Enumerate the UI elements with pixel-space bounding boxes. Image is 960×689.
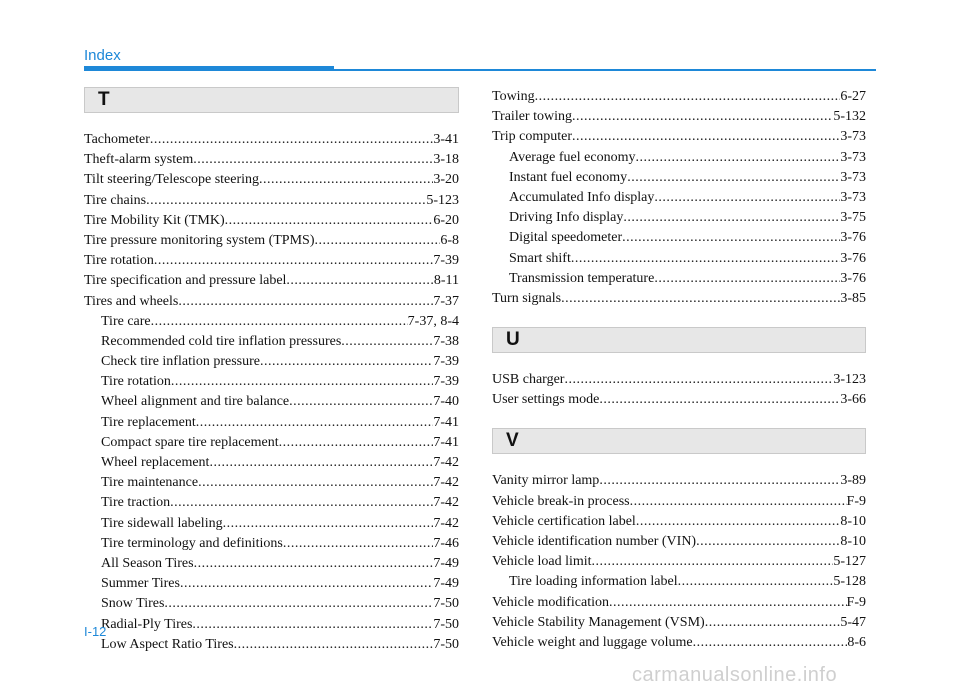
index-subentry bbox=[492, 228, 866, 248]
entry-term: Towing bbox=[492, 89, 535, 104]
entry-term: Tire sidewall labeling bbox=[101, 515, 223, 531]
dot-leader bbox=[260, 352, 433, 372]
entry-term: Wheel alignment and tire balance bbox=[101, 394, 290, 410]
entry-term: Average fuel economy bbox=[509, 149, 636, 165]
dot-leader bbox=[341, 332, 433, 352]
entry-term: Recommended cold tire inflation pressures bbox=[101, 333, 342, 349]
index-subentry bbox=[84, 352, 459, 372]
dot-leader bbox=[561, 289, 840, 309]
index-subentry bbox=[492, 572, 866, 592]
index-subentry bbox=[84, 554, 459, 574]
dot-leader bbox=[696, 532, 840, 552]
index-entry bbox=[84, 231, 459, 251]
watermark-text: carmanualsonline.info bbox=[632, 664, 838, 686]
section-letter-v: V bbox=[506, 430, 519, 452]
dot-leader bbox=[693, 633, 848, 653]
entry-term: Accumulated Info display bbox=[509, 189, 655, 205]
index-entry bbox=[492, 87, 866, 107]
dot-leader bbox=[314, 231, 440, 251]
section-gap bbox=[492, 309, 866, 327]
index-column-right bbox=[492, 87, 866, 653]
header-rule-thin bbox=[334, 69, 876, 71]
index-subentry bbox=[84, 635, 459, 655]
dot-leader bbox=[599, 471, 840, 491]
entry-term: Wheel replacement bbox=[101, 455, 210, 470]
entry-page-ref: 7-41 bbox=[433, 414, 459, 430]
entry-page-ref: 5-128 bbox=[833, 574, 866, 590]
index-subentry bbox=[84, 594, 459, 614]
entry-page-ref: 3-85 bbox=[840, 290, 866, 306]
index-entry bbox=[492, 471, 866, 491]
entry-page-ref: 6-8 bbox=[440, 232, 459, 248]
index-subentry bbox=[84, 473, 459, 493]
entry-term: Theft-alarm system bbox=[84, 152, 194, 168]
dot-leader bbox=[635, 148, 840, 168]
entry-page-ref: 5-127 bbox=[833, 554, 866, 570]
entry-page-ref: 3-73 bbox=[840, 129, 866, 145]
entry-term: USB charger bbox=[492, 372, 565, 388]
index-entry bbox=[492, 107, 866, 127]
entry-page-ref: 7-49 bbox=[433, 555, 459, 571]
entry-term: Tire specification and pressure label bbox=[84, 273, 287, 289]
entry-page-ref: 3-20 bbox=[433, 172, 459, 188]
entry-page-ref: 7-50 bbox=[433, 636, 459, 652]
section-header-u bbox=[492, 327, 866, 353]
entry-page-ref: 3-76 bbox=[840, 250, 866, 266]
index-subentry bbox=[84, 534, 459, 554]
entry-page-ref: 3-73 bbox=[840, 149, 866, 165]
dot-leader bbox=[225, 211, 434, 231]
entry-term: All Season Tires bbox=[101, 555, 194, 571]
entry-page-ref: F-9 bbox=[846, 493, 866, 509]
entry-term: User settings mode bbox=[492, 392, 600, 408]
index-subentry bbox=[492, 269, 866, 289]
entry-term: Tire Mobility Kit (TMK) bbox=[84, 212, 225, 228]
entry-page-ref: 7-41 bbox=[433, 434, 459, 450]
entry-page-ref: 7-46 bbox=[433, 535, 459, 551]
index-header-title: Index bbox=[84, 47, 121, 64]
entry-page-ref: 7-39 bbox=[433, 253, 459, 269]
entry-page-ref: 8-10 bbox=[840, 534, 866, 549]
index-subentry bbox=[84, 453, 459, 473]
dot-leader bbox=[286, 271, 433, 291]
entry-term: Tire rotation bbox=[101, 374, 171, 390]
dot-leader bbox=[150, 130, 433, 150]
entry-term: Tire loading information label bbox=[509, 574, 678, 590]
dot-leader bbox=[627, 168, 840, 188]
entry-term: Smart shift bbox=[509, 250, 571, 266]
entry-page-ref: 8-11 bbox=[433, 273, 459, 289]
entry-page-ref: 8-10 bbox=[840, 513, 866, 529]
entry-term: Trip computer bbox=[492, 129, 572, 145]
entry-term: Tire care bbox=[101, 313, 151, 329]
entry-page-ref: F-9 bbox=[846, 594, 866, 610]
dot-leader bbox=[193, 150, 433, 170]
page-number: I-12 bbox=[84, 624, 107, 639]
index-entry bbox=[492, 633, 866, 653]
dot-leader bbox=[678, 572, 834, 592]
entry-page-ref: 3-76 bbox=[840, 270, 866, 286]
dot-leader bbox=[196, 413, 434, 433]
entry-term: Vehicle break-in process bbox=[492, 493, 630, 509]
index-entry bbox=[84, 271, 459, 291]
entry-page-ref: 3-89 bbox=[840, 473, 866, 489]
index-entry bbox=[492, 532, 866, 552]
index-entry bbox=[84, 251, 459, 271]
section-header-v bbox=[492, 428, 866, 454]
index-subentry bbox=[84, 574, 459, 594]
entry-page-ref: 7-42 bbox=[433, 515, 459, 531]
index-entry bbox=[84, 150, 459, 170]
entry-list-t-left bbox=[84, 130, 459, 655]
dot-leader bbox=[171, 372, 433, 392]
entry-page-ref: 3-73 bbox=[840, 189, 866, 205]
header-rule-thick bbox=[84, 66, 334, 71]
entry-page-ref: 8-6 bbox=[847, 634, 866, 650]
entry-term: Compact spare tire replacement bbox=[101, 434, 279, 450]
entry-term: Vehicle Stability Management (VSM) bbox=[492, 614, 705, 630]
section-letter-u: U bbox=[506, 329, 520, 351]
section-header-t bbox=[84, 87, 459, 113]
entry-term: Check tire inflation pressure bbox=[101, 354, 261, 370]
entry-page-ref: 5-132 bbox=[833, 109, 866, 125]
dot-leader bbox=[289, 392, 433, 412]
entry-term: Tire terminology and definitions bbox=[101, 535, 283, 551]
entry-term: Low Aspect Ratio Tires bbox=[101, 636, 234, 652]
dot-leader bbox=[609, 593, 847, 613]
entry-page-ref: 6-20 bbox=[433, 212, 459, 228]
index-entry bbox=[84, 130, 459, 150]
section-gap bbox=[492, 410, 866, 428]
dot-leader bbox=[654, 269, 840, 289]
entry-term: Digital speedometer bbox=[509, 230, 623, 246]
index-subentry bbox=[84, 615, 459, 635]
entry-page-ref: 7-42 bbox=[433, 495, 459, 511]
entry-term: Vehicle load limit bbox=[492, 554, 592, 570]
dot-leader bbox=[164, 594, 433, 614]
section-letter-t: T bbox=[98, 89, 110, 110]
dot-leader bbox=[146, 191, 426, 211]
entry-page-ref: 3-75 bbox=[840, 210, 866, 226]
index-entry bbox=[492, 552, 866, 572]
entry-term: Tire pressure monitoring system (TPMS) bbox=[84, 232, 315, 248]
entry-term: Turn signals bbox=[492, 290, 562, 306]
dot-leader bbox=[623, 208, 840, 228]
entry-page-ref: 7-39 bbox=[433, 374, 459, 390]
entry-term: Tire chains bbox=[84, 192, 147, 208]
entry-term: Trailer towing bbox=[492, 109, 572, 125]
dot-leader bbox=[151, 312, 408, 332]
index-entry bbox=[492, 593, 866, 613]
index-column-left bbox=[84, 87, 459, 655]
index-subentry bbox=[84, 433, 459, 453]
entry-term: Tire replacement bbox=[101, 414, 196, 430]
entry-page-ref: 6-27 bbox=[840, 89, 866, 104]
dot-leader bbox=[572, 127, 840, 147]
entry-page-ref: 7-49 bbox=[433, 576, 459, 592]
dot-leader bbox=[259, 170, 433, 190]
entry-page-ref: 3-18 bbox=[433, 152, 459, 168]
entry-term: Vehicle modification bbox=[492, 594, 610, 610]
dot-leader bbox=[180, 574, 433, 594]
entry-page-ref: 3-76 bbox=[840, 230, 866, 246]
dot-leader bbox=[170, 493, 433, 513]
dot-leader bbox=[572, 107, 833, 127]
entry-term: Tire traction bbox=[101, 495, 171, 511]
index-entry bbox=[492, 512, 866, 532]
entry-page-ref: 7-40 bbox=[433, 394, 459, 410]
entry-term: Transmission temperature bbox=[509, 270, 655, 286]
entry-term: Tire maintenance bbox=[101, 475, 199, 491]
index-subentry bbox=[84, 413, 459, 433]
entry-page-ref: 7-50 bbox=[433, 596, 459, 612]
dot-leader bbox=[630, 492, 847, 512]
entry-term: Vanity mirror lamp bbox=[492, 473, 600, 489]
entry-term: Vehicle identification number (VIN) bbox=[492, 534, 697, 549]
entry-term: Radial-Ply Tires bbox=[101, 616, 193, 632]
index-subentry bbox=[84, 493, 459, 513]
entry-page-ref: 5-123 bbox=[426, 192, 459, 208]
dot-leader bbox=[178, 292, 433, 312]
index-entry bbox=[492, 370, 866, 390]
index-subentry bbox=[84, 372, 459, 392]
index-entry bbox=[492, 492, 866, 512]
index-entry bbox=[84, 191, 459, 211]
entry-page-ref: 7-50 bbox=[433, 616, 459, 632]
index-entry bbox=[84, 170, 459, 190]
entry-term: Tires and wheels bbox=[84, 293, 179, 309]
entry-page-ref: 7-37 bbox=[433, 293, 459, 309]
entry-term: Tilt steering/Telescope steering bbox=[84, 172, 260, 188]
entry-page-ref: 3-123 bbox=[833, 372, 866, 388]
dot-leader bbox=[535, 87, 841, 107]
dot-leader bbox=[209, 453, 433, 473]
entry-term: Tire rotation bbox=[84, 253, 154, 269]
dot-leader bbox=[283, 534, 433, 554]
dot-leader bbox=[636, 512, 841, 532]
dot-leader bbox=[622, 228, 840, 248]
entry-page-ref: 7-42 bbox=[433, 455, 459, 470]
dot-leader bbox=[654, 188, 840, 208]
entry-term: Driving Info display bbox=[509, 210, 624, 226]
dot-leader bbox=[198, 473, 433, 493]
index-entry bbox=[84, 211, 459, 231]
entry-page-ref: 5-47 bbox=[840, 614, 866, 630]
dot-leader bbox=[194, 554, 434, 574]
index-entry bbox=[492, 613, 866, 633]
entry-term: Snow Tires bbox=[101, 596, 165, 612]
dot-leader bbox=[592, 552, 834, 572]
entry-page-ref: 3-41 bbox=[433, 132, 459, 147]
index-entry bbox=[492, 390, 866, 410]
index-subentry bbox=[84, 392, 459, 412]
entry-page-ref: 7-42 bbox=[433, 475, 459, 491]
entry-term: Instant fuel economy bbox=[509, 169, 628, 185]
dot-leader bbox=[705, 613, 841, 633]
entry-page-ref: 3-73 bbox=[840, 169, 866, 185]
index-subentry bbox=[84, 332, 459, 352]
entry-list-v bbox=[492, 471, 866, 653]
index-subentry bbox=[492, 249, 866, 269]
entry-page-ref: 7-39 bbox=[433, 354, 459, 370]
dot-leader bbox=[234, 635, 434, 655]
index-subentry bbox=[492, 148, 866, 168]
dot-leader bbox=[571, 249, 840, 269]
entry-term: Vehicle certification label bbox=[492, 513, 636, 529]
dot-leader bbox=[154, 251, 433, 271]
index-subentry bbox=[492, 168, 866, 188]
entry-term: Tachometer bbox=[84, 132, 150, 147]
index-entry bbox=[84, 292, 459, 312]
index-subentry bbox=[492, 208, 866, 228]
entry-term: Summer Tires bbox=[101, 576, 180, 592]
dot-leader bbox=[223, 514, 434, 534]
entry-list-u bbox=[492, 370, 866, 410]
index-subentry bbox=[84, 312, 459, 332]
index-entry bbox=[492, 289, 866, 309]
entry-list-t-right bbox=[492, 87, 866, 309]
entry-term: Vehicle weight and luggage volume bbox=[492, 634, 693, 650]
entry-page-ref: 7-38 bbox=[433, 333, 459, 349]
dot-leader bbox=[192, 615, 433, 635]
dot-leader bbox=[564, 370, 833, 390]
index-entry bbox=[492, 127, 866, 147]
index-subentry bbox=[84, 514, 459, 534]
dot-leader bbox=[599, 390, 840, 410]
dot-leader bbox=[279, 433, 434, 453]
entry-page-ref: 3-66 bbox=[840, 392, 866, 408]
index-subentry bbox=[492, 188, 866, 208]
entry-page-ref: 7-37, 8-4 bbox=[407, 313, 459, 329]
